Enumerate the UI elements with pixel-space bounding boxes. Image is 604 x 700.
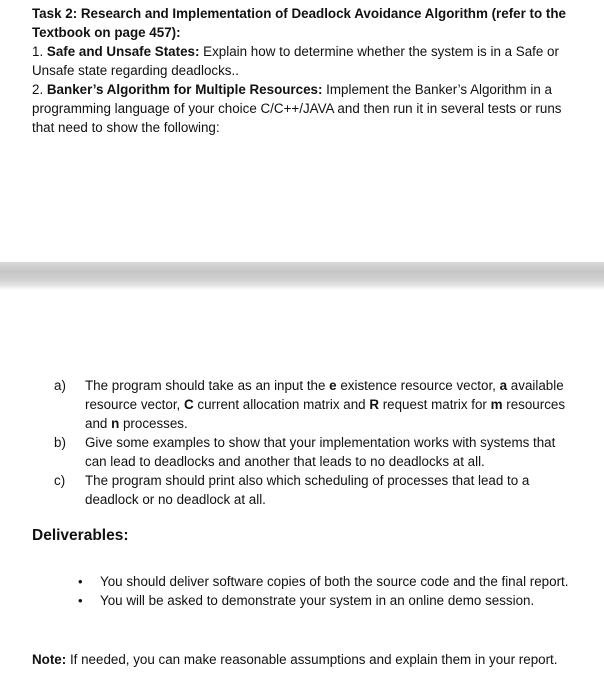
requirement-text: request matrix for (378, 397, 491, 412)
requirement-text: existence resource vector, (336, 378, 500, 393)
deliverable-text: You should deliver software copies of both the source code and the final report. (100, 574, 569, 589)
list-marker: a) (54, 378, 66, 393)
list-marker: b) (54, 435, 66, 450)
requirement-text: current allocation matrix and (193, 397, 370, 412)
task-section (32, 4, 572, 137)
item-heading: Banker’s Algorithm for Multiple Resources: (46, 82, 323, 97)
requirement-text: available resource vector, (85, 378, 564, 412)
deliverable-item (76, 572, 572, 591)
requirement-text: The program should print also which scheduling of processes that lead to a deadlock or no deadlock at all. (85, 473, 530, 507)
term-c: C (183, 397, 194, 412)
task-item-bankers-algorithm (32, 80, 572, 137)
requirement-text: resources and (85, 397, 566, 431)
note-label: Note: (32, 652, 67, 667)
requirement-text: Give some examples to show that your implementation works with systems that can lead to deadlocks and another that leads to no deadlocks at all. (85, 435, 556, 469)
term-r: R (369, 397, 379, 412)
bullet-icon: • (78, 574, 83, 589)
list-marker: c) (54, 473, 66, 488)
term-n: n (111, 416, 120, 431)
deliverables-list (76, 572, 572, 610)
item-number: 2. (32, 82, 47, 97)
requirement-c (54, 471, 574, 509)
requirement-b (54, 433, 574, 471)
term-e: e (329, 378, 337, 393)
deliverables-heading: Deliverables: (32, 527, 129, 544)
bullet-icon: • (78, 593, 83, 608)
page-separator (0, 262, 604, 286)
task-title: Task 2: Research and Implementation of Deadlock Avoidance Algorithm (refer to the Textbook on page 457): (32, 6, 567, 40)
requirement-text: processes. (119, 416, 188, 431)
item-heading: Safe and Unsafe States: (46, 44, 200, 59)
requirement-a (54, 376, 574, 433)
note-text: If needed, you can make reasonable assumptions and explain them in your report. (66, 652, 558, 667)
item-text: Explain how to determine whether the system is in a Safe or Unsafe state regarding deadlocks.. (32, 44, 559, 78)
requirements-list (54, 376, 574, 509)
item-text: Implement the Banker’s Algorithm in a programming language of your choice C/C++/JAVA and then run it in several tests or runs that need to show the following: (32, 82, 562, 135)
note-paragraph (32, 650, 572, 669)
task-item-safe-unsafe-states (32, 42, 572, 80)
document-page-bottom (0, 290, 604, 700)
term-a: a (499, 378, 508, 393)
deliverable-item (76, 591, 572, 610)
deliverable-text: You will be asked to demonstrate your system in an online demo session. (100, 593, 535, 608)
term-m: m (490, 397, 503, 412)
item-number: 1. (32, 44, 47, 59)
requirement-text: The program should take as an input the (85, 378, 330, 393)
document-page-top (0, 0, 604, 262)
